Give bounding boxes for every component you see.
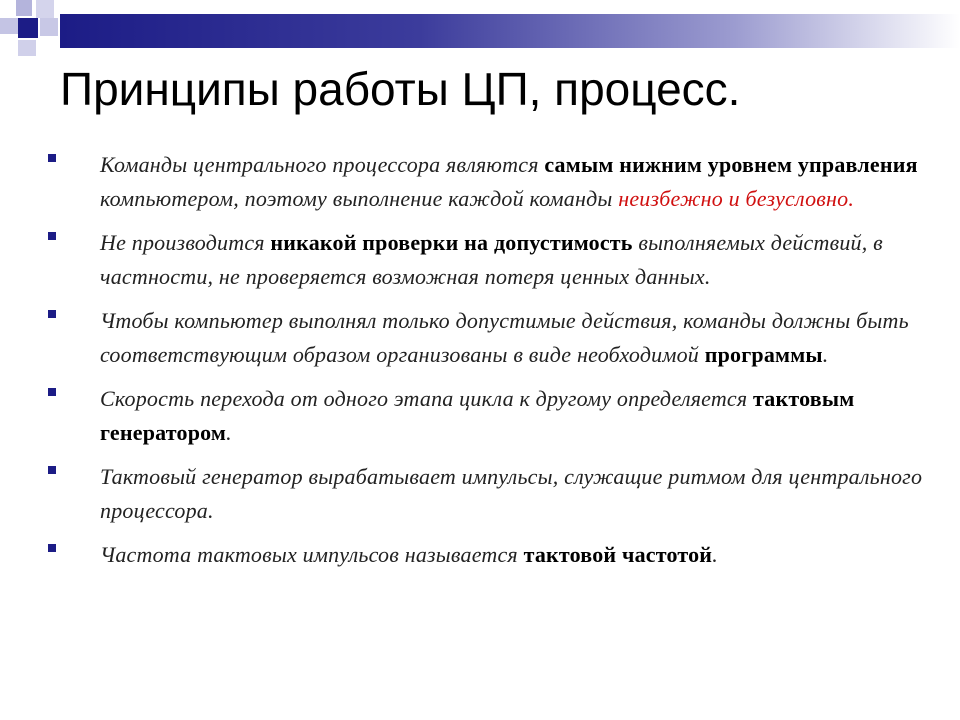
- decor-square: [0, 18, 18, 34]
- bullet-text: выполняемых действий, в частности, не проверяется возможная потеря ценных данных.: [100, 230, 883, 289]
- bullet-bold-text: никакой проверки на допустимость: [270, 230, 633, 255]
- bullet-list: [44, 148, 924, 582]
- bullet-square-icon: [48, 388, 56, 396]
- bullet-bold-text: самым нижним уровнем управления: [544, 152, 918, 177]
- slide-title: Принципы работы ЦП, процесс.: [60, 63, 741, 115]
- decor-square: [36, 0, 54, 18]
- bullet-square-icon: [48, 232, 56, 240]
- bullet-item: [44, 460, 924, 528]
- bullet-item: [44, 538, 924, 572]
- bullet-red-text: неизбежно и безусловно.: [618, 186, 855, 211]
- bullet-text: Не производится: [100, 230, 271, 255]
- decor-square: [18, 18, 38, 38]
- bullet-bold-text: тактовой частотой: [523, 542, 713, 567]
- bullet-square-icon: [48, 466, 56, 474]
- bullet-text: .: [822, 342, 829, 367]
- bullet-text: .: [712, 542, 718, 567]
- bullet-text: Скорость перехода от одного этапа цикла к другому определяется: [100, 386, 754, 411]
- bullet-item: [44, 304, 924, 372]
- decor-square: [16, 0, 32, 16]
- bullet-text: компьютером, поэтому выполнение каждой команды: [100, 186, 619, 211]
- bullet-item: [44, 382, 924, 450]
- bullet-text: .: [226, 420, 232, 445]
- decor-square: [18, 40, 36, 56]
- bullet-text: Команды центрального процессора являются: [100, 152, 545, 177]
- decor-square: [40, 18, 58, 36]
- header-gradient-bar: [60, 14, 960, 48]
- bullet-square-icon: [48, 154, 56, 162]
- bullet-text: Частота тактовых импульсов называется: [100, 542, 524, 567]
- bullet-bold-text: программы: [704, 342, 823, 367]
- bullet-square-icon: [48, 544, 56, 552]
- bullet-item: [44, 148, 924, 216]
- bullet-text: Чтобы компьютер выполнял только допустимые действия, команды должны быть соответствующим образом организованы в виде необходимой: [100, 308, 909, 367]
- bullet-item: [44, 226, 924, 294]
- bullet-text: Тактовый генератор вырабатывает импульсы, служащие ритмом для центрального процессора.: [100, 464, 923, 523]
- bullet-bold-text: тактовым генератором: [100, 386, 855, 445]
- bullet-square-icon: [48, 310, 56, 318]
